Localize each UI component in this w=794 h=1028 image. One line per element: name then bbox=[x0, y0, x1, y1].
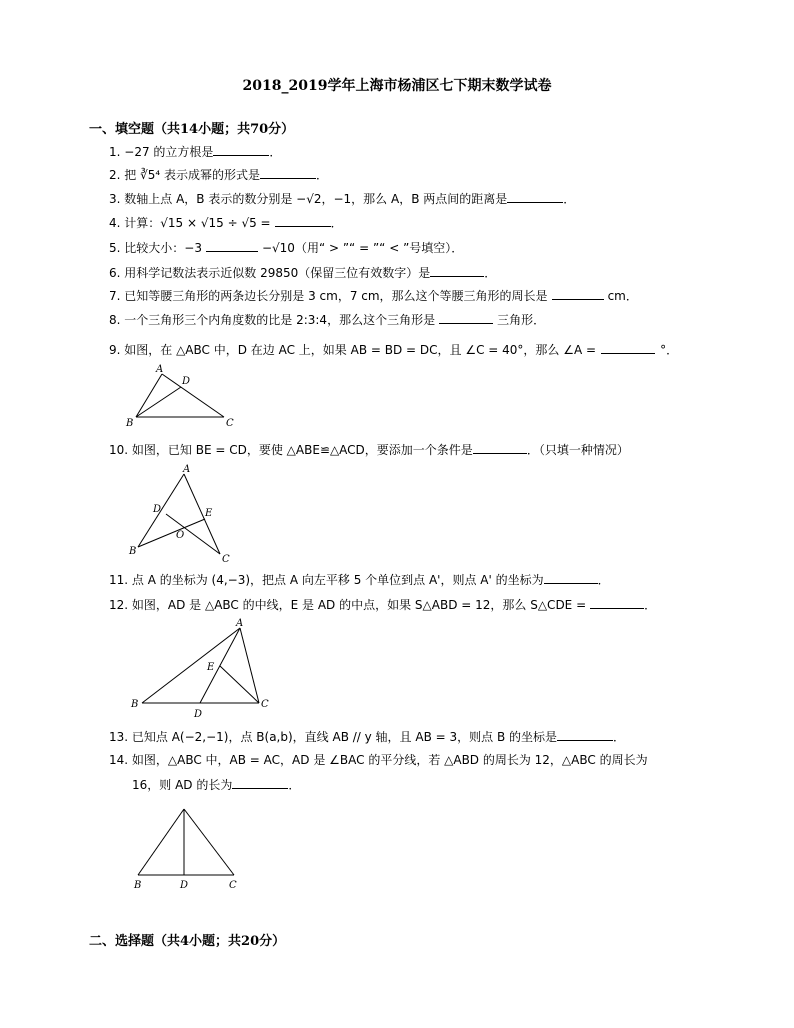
question-11 bbox=[109, 571, 610, 588]
figure-10-triangle bbox=[126, 462, 236, 566]
answer-blank[interactable] bbox=[275, 214, 331, 227]
label-d: D bbox=[180, 880, 189, 891]
label-c: C bbox=[261, 699, 269, 710]
question-text: 13. 已知点 A(−2,−1)，点 B(a,b)，直线 AB // y 轴，且 AB = 3，则点 B 的坐标是 bbox=[109, 730, 557, 744]
answer-blank[interactable] bbox=[260, 166, 316, 179]
question-end: ． bbox=[269, 145, 282, 159]
answer-blank[interactable] bbox=[590, 596, 644, 609]
question-text: 14. 如图，△ABC 中，AB = AC，AD 是 ∠BAC 的平分线，若 △ABD 的周长为 12，△ABC 的周长为 bbox=[109, 753, 648, 767]
question-end: ． bbox=[644, 598, 657, 612]
question-3 bbox=[109, 190, 575, 207]
label-d: D bbox=[153, 504, 162, 515]
answer-blank[interactable] bbox=[206, 239, 258, 252]
figure-9-triangle bbox=[122, 362, 242, 428]
question-end: ． bbox=[330, 216, 343, 230]
question-text: 5. 比较大小：−3 bbox=[109, 241, 202, 255]
question-text: 4. 计算：√15 × √15 ÷ √5 = bbox=[109, 216, 271, 230]
answer-blank[interactable] bbox=[601, 341, 655, 354]
question-6 bbox=[109, 264, 496, 281]
section-heading-fill-in: 一、填空题（共14小题；共70分） bbox=[89, 122, 295, 137]
section-heading-multiple-choice: 二、选择题（共4小题；共20分） bbox=[89, 934, 286, 949]
question-text: 2. 把 ∛5⁴ 表示成幂的形式是 bbox=[109, 168, 260, 182]
question-end: cm． bbox=[607, 289, 638, 303]
question-text: 16，则 AD 的长为 bbox=[132, 778, 233, 792]
question-text: 7. 已知等腰三角形的两条边长分别是 3 cm，7 cm，那么这个等腰三角形的周长是 bbox=[109, 289, 548, 303]
label-b: B bbox=[131, 699, 139, 710]
question-14 bbox=[109, 752, 648, 768]
label-c: C bbox=[229, 880, 237, 891]
question-text: 10. 如图，已知 BE = CD，要使 △ABE≌△ACD，要添加一个条件是 bbox=[109, 443, 473, 457]
question-text: 12. 如图，AD 是 △ABC 的中线，E 是 AD 的中点，如果 S△ABD = 12，那么 S△CDE = bbox=[109, 598, 587, 612]
question-1 bbox=[109, 143, 281, 160]
question-text: 6. 用科学记数法表示近似数 29850（保留三位有效数字）是 bbox=[109, 266, 431, 280]
answer-blank[interactable] bbox=[544, 571, 598, 584]
question-end: 三角形． bbox=[497, 313, 546, 327]
answer-blank[interactable] bbox=[557, 728, 613, 741]
figure-12-triangle bbox=[126, 616, 286, 722]
question-text: 3. 数轴上点 A，B 表示的数分别是 −√2，−1，那么 A，B 两点间的距离是 bbox=[109, 192, 508, 206]
label-d: D bbox=[182, 376, 191, 387]
label-b: B bbox=[126, 418, 134, 429]
label-a: A bbox=[156, 364, 164, 375]
question-end: ． bbox=[563, 192, 576, 206]
question-text: 1. −27 的立方根是 bbox=[109, 145, 214, 159]
answer-blank[interactable] bbox=[473, 441, 527, 454]
label-b: B bbox=[129, 546, 137, 557]
label-e: E bbox=[205, 508, 213, 519]
question-text: 11. 点 A 的坐标为 (4,−3)，把点 A 向左平移 5 个单位到点 A'，则点 A' 的坐标为 bbox=[109, 573, 544, 587]
label-a: A bbox=[236, 618, 244, 629]
question-end: ．（只填一种情况） bbox=[526, 443, 629, 457]
question-8 bbox=[109, 311, 545, 328]
question-text: 9. 如图，在 △ABC 中，D 在边 AC 上，如果 AB = BD = DC，且 ∠C = 40°，那么 ∠A = bbox=[109, 343, 597, 357]
label-a: A bbox=[183, 464, 191, 475]
answer-blank[interactable] bbox=[213, 143, 269, 156]
label-b: B bbox=[134, 880, 142, 891]
answer-blank[interactable] bbox=[552, 287, 604, 300]
question-9 bbox=[109, 341, 678, 358]
question-end: ． bbox=[484, 266, 497, 280]
figure-14-triangle bbox=[126, 806, 250, 894]
label-o: O bbox=[176, 530, 185, 541]
question-14-line-2 bbox=[132, 776, 300, 793]
label-d: D bbox=[194, 709, 203, 720]
answer-blank[interactable] bbox=[439, 311, 493, 324]
question-10 bbox=[109, 441, 629, 458]
question-5 bbox=[109, 239, 463, 256]
answer-blank[interactable] bbox=[232, 776, 288, 789]
question-4 bbox=[109, 214, 343, 231]
question-end: ． bbox=[316, 168, 329, 182]
question-2 bbox=[109, 166, 328, 183]
question-7 bbox=[109, 287, 638, 304]
answer-blank[interactable] bbox=[430, 264, 484, 277]
question-end: −√10（用“ > ”“ = ”“ < ”号填空）． bbox=[261, 241, 464, 255]
label-c: C bbox=[222, 554, 230, 565]
answer-blank[interactable] bbox=[507, 190, 563, 203]
question-text: 8. 一个三角形三个内角度数的比是 2:3:4，那么这个三角形是 bbox=[109, 313, 436, 327]
question-end: °． bbox=[660, 343, 679, 357]
question-end: ． bbox=[613, 730, 626, 744]
question-end: ． bbox=[597, 573, 610, 587]
page-title: 2018_2019学年上海市杨浦区七下期末数学试卷 bbox=[242, 78, 552, 94]
label-c: C bbox=[226, 418, 234, 429]
question-13 bbox=[109, 728, 625, 745]
question-end: ． bbox=[288, 778, 301, 792]
question-12 bbox=[109, 596, 656, 613]
label-e: E bbox=[207, 662, 215, 673]
